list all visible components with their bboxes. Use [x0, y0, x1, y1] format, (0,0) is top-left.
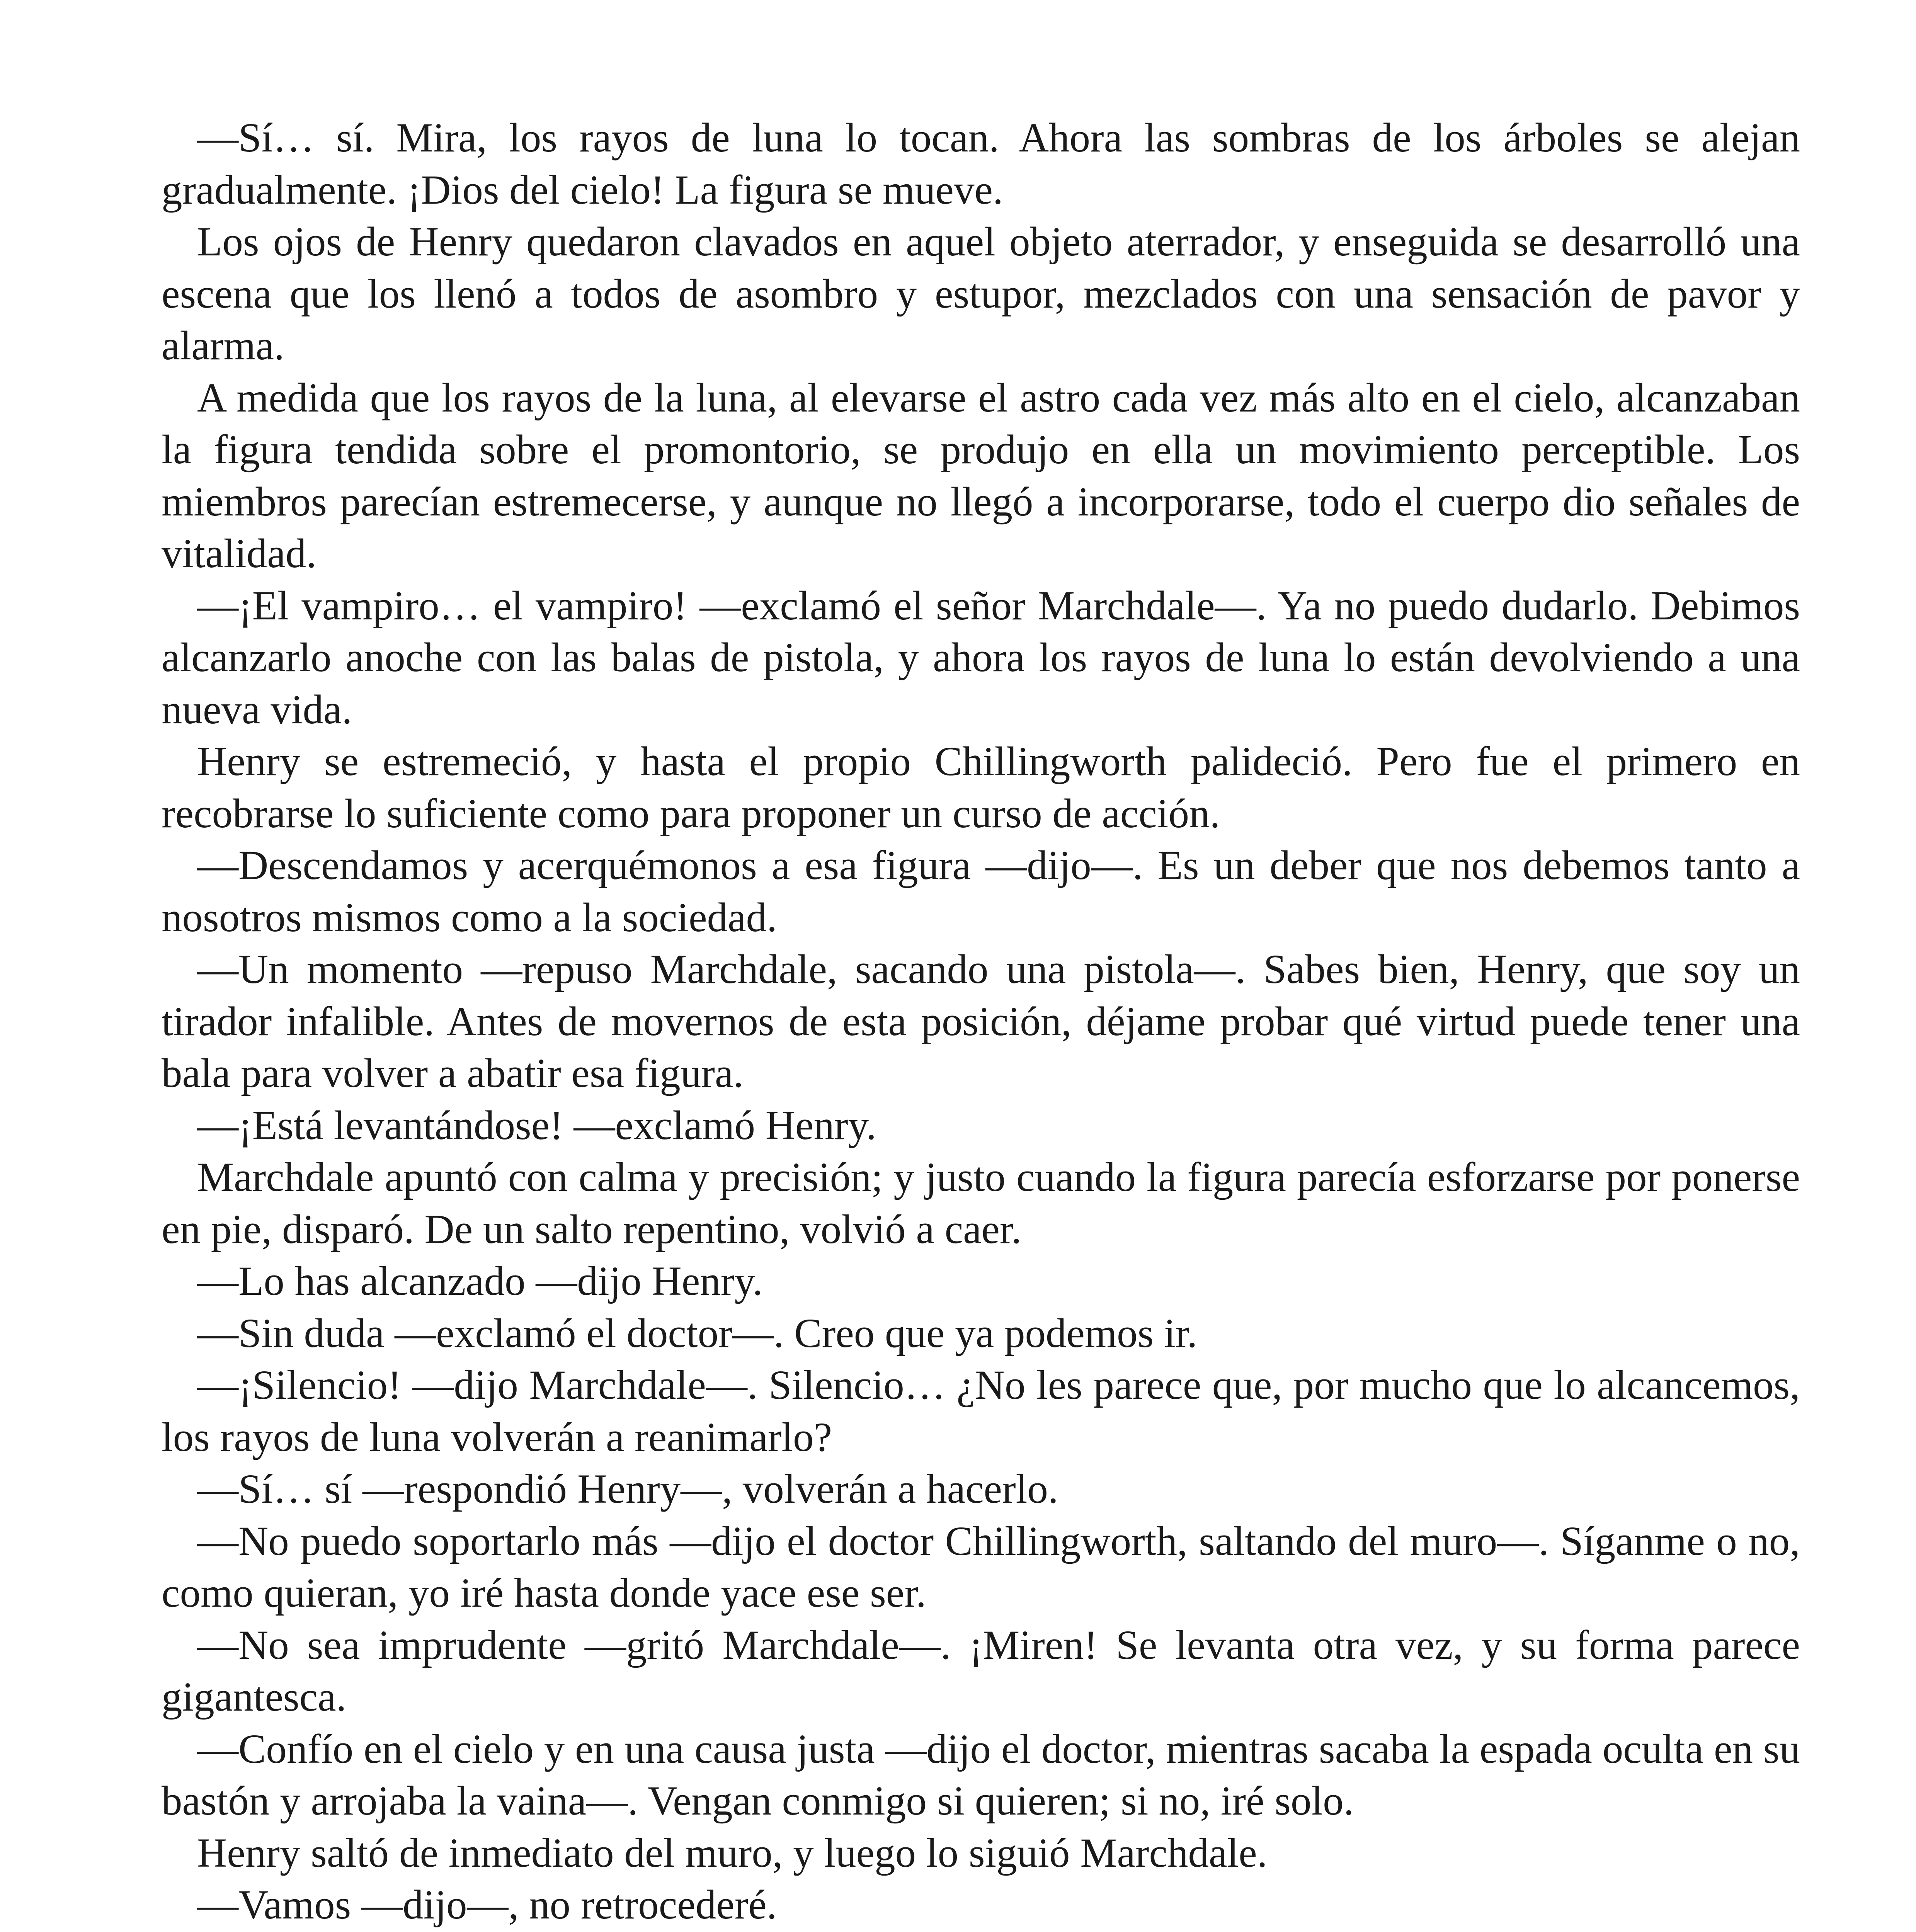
paragraph-6: —Descendamos y acerquémonos a esa figura —dijo—. Es un deber que nos debemos tanto a nosotros mismos como a la sociedad. [162, 843, 1800, 940]
paragraph-5: Henry se estremeció, y hasta el propio Chillingworth palideció. Pero fue el primero en recobrarse lo suficiente como para proponer un curso de acción. [162, 739, 1800, 837]
paragraph-16: —Confío en el cielo y en una causa justa —dijo el doctor, mientras sacaba la espada oculta en su bastón y arrojaba la vaina—. Vengan conmigo si quieren; si no, iré solo. [162, 1726, 1800, 1824]
paragraph-7: —Un momento —repuso Marchdale, sacando una pistola—. Sabes bien, Henry, que soy un tirador infalible. Antes de movernos de esta posición, déjame probar qué virtud puede tener una bala para volver a abatir esa figura. [162, 947, 1800, 1096]
paragraph-11: —Sin duda —exclamó el doctor—. Creo que ya podemos ir. [197, 1310, 1198, 1356]
paragraph-8: —¡Está levantándose! —exclamó Henry. [197, 1102, 876, 1148]
paragraph-13: —Sí… sí —respondió Henry—, volverán a hacerlo. [197, 1466, 1058, 1512]
paragraph-3: A medida que los rayos de la luna, al elevarse el astro cada vez más alto en el cielo, alcanzaban la figura tendida sobre el promontorio, se produjo en ella un movimiento perceptible. Los miembros parecían estremecerse, y aunque no llegó a incorporarse, todo el cuerpo dio señales de vitalidad. [162, 375, 1800, 577]
paragraph-9: Marchdale apuntó con calma y precisión; y justo cuando la figura parecía esforzarse por ponerse en pie, disparó. De un salto repentino, volvió a caer. [162, 1155, 1800, 1252]
paragraph-12: —¡Silencio! —dijo Marchdale—. Silencio… ¿No les parece que, por mucho que lo alcancemos, los rayos de luna volverán a reanimarlo? [162, 1362, 1800, 1460]
paragraph-1: —Sí… sí. Mira, los rayos de luna lo tocan. Ahora las sombras de los árboles se alejan gradualmente. ¡Dios del cielo! La figura se mueve. [162, 115, 1800, 213]
paragraph-17: Henry saltó de inmediato del muro, y luego lo siguió Marchdale. [197, 1830, 1268, 1876]
paragraph-4: —¡El vampiro… el vampiro! —exclamó el señor Marchdale—. Ya no puedo dudarlo. Debimos alcanzarlo anoche con las balas de pistola, y ahora los rayos de luna lo están devolviendo a una nueva vida. [162, 583, 1800, 733]
paragraph-10: —Lo has alcanzado —dijo Henry. [197, 1259, 763, 1304]
paragraph-14: —No puedo soportarlo más —dijo el doctor Chillingworth, saltando del muro—. Síganme o no, como quieran, yo iré hasta donde yace ese ser. [162, 1518, 1800, 1616]
paragraph-18: —Vamos —dijo—, no retrocederé. [197, 1882, 777, 1928]
paragraph-15: —No sea imprudente —gritó Marchdale—. ¡Miren! Se levanta otra vez, y su forma parece gigantesca. [162, 1622, 1800, 1720]
page-body [162, 112, 1800, 1932]
paragraph-2: Los ojos de Henry quedaron clavados en aquel objeto aterrador, y enseguida se desarrolló una escena que los llenó a todos de asombro y estupor, mezclados con una sensación de pavor y alarma. [162, 219, 1800, 369]
